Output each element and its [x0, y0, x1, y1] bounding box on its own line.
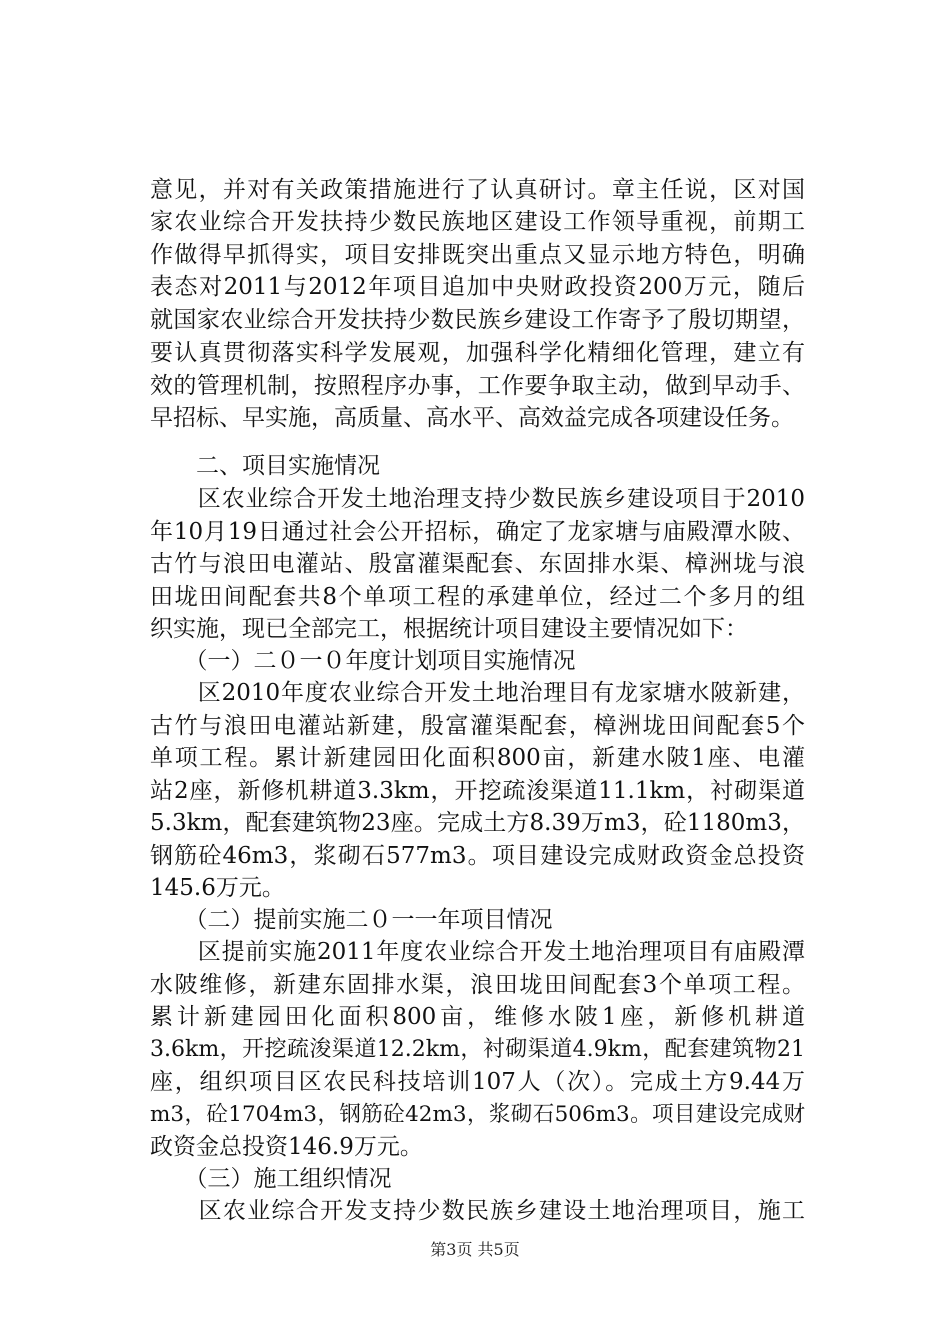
paragraph-line: m3，砼1704m3，钢筋砼42m3，浆砌石506m3。项目建设完成财: [150, 1102, 805, 1127]
paragraph-line: 作做得早抓得实，项目安排既突出重点又显示地方特色，明确: [150, 242, 805, 268]
page-footer: 第3页 共5页: [430, 1240, 520, 1259]
subsection-heading: （二）提前实施二０一一年项目情况: [150, 907, 553, 933]
paragraph-line: 5.3km，配套建筑物23座。完成土方8.39万m3，砼1180m3，: [150, 810, 805, 836]
section-heading: 二、项目实施情况: [150, 453, 380, 479]
paragraph-line: 织实施，现已全部完工，根据统计项目建设主要情况如下：: [150, 616, 748, 642]
paragraph-line: 家农业综合开发扶持少数民族地区建设工作领导重视，前期工: [150, 209, 805, 235]
paragraph-line: 单项工程。累计新建园田化面积800亩，新建水陂1座、电灌: [150, 745, 805, 771]
subsection-heading: （三）施工组织情况: [150, 1166, 392, 1192]
paragraph-line: 区农业综合开发支持少数民族乡建设土地治理项目，施工: [150, 1198, 805, 1224]
paragraph-line: 累计新建园田化面积800亩，维修水陂1座，新修机耕道: [150, 1004, 805, 1030]
subsection-heading: （一）二０一０年度计划项目实施情况: [150, 648, 576, 674]
paragraph-line: 就国家农业综合开发扶持少数民族乡建设工作寄予了殷切期望，: [150, 307, 805, 333]
paragraph-line: 区农业综合开发土地治理支持少数民族乡建设项目于2010: [150, 486, 805, 512]
paragraph-line: 早招标、早实施，高质量、高水平、高效益完成各项建设任务。: [150, 405, 794, 431]
paragraph-line: 3.6km，开挖疏浚渠道12.2km，衬砌渠道4.9km，配套建筑物21: [150, 1037, 805, 1062]
paragraph-line: 古竹与浪田电灌站、殷富灌渠配套、东固排水渠、樟洲垅与浪: [150, 551, 805, 577]
paragraph-line: 意见，并对有关政策措施进行了认真研讨。章主任说，区对国: [150, 177, 805, 203]
paragraph-line: 政资金总投资146.9万元。: [150, 1134, 423, 1160]
paragraph-line: 古竹与浪田电灌站新建，殷富灌渠配套，樟洲垅田间配套5个: [150, 713, 805, 739]
paragraph-line: 要认真贯彻落实科学发展观，加强科学化精细化管理，建立有: [150, 340, 805, 366]
paragraph-line: 年10月19日通过社会公开招标，确定了龙家塘与庙殿潭水陂、: [150, 519, 805, 545]
paragraph-line: 区提前实施2011年度农业综合开发土地治理项目有庙殿潭: [150, 939, 805, 965]
paragraph-line: 效的管理机制，按照程序办事，工作要争取主动，做到早动手、: [150, 373, 805, 399]
paragraph-line: 表态对2011与2012年项目追加中央财政投资200万元，随后: [150, 274, 805, 300]
paragraph-line: 水陂维修，新建东固排水渠，浪田垅田间配套3个单项工程。: [150, 972, 805, 998]
paragraph-line: 145.6万元。: [150, 875, 285, 901]
paragraph-line: 座，组织项目区农民科技培训107人（次）。完成土方9.44万: [150, 1069, 805, 1095]
paragraph-line: 站2座，新修机耕道3.3km，开挖疏浚渠道11.1km，衬砌渠道: [150, 778, 805, 804]
paragraph-line: 田垅田间配套共8个单项工程的承建单位，经过二个多月的组: [150, 584, 805, 610]
paragraph-line: 区2010年度农业综合开发土地治理目有龙家塘水陂新建，: [150, 680, 805, 706]
paragraph-line: 钢筋砼46m3，浆砌石577m3。项目建设完成财政资金总投资: [150, 843, 805, 869]
